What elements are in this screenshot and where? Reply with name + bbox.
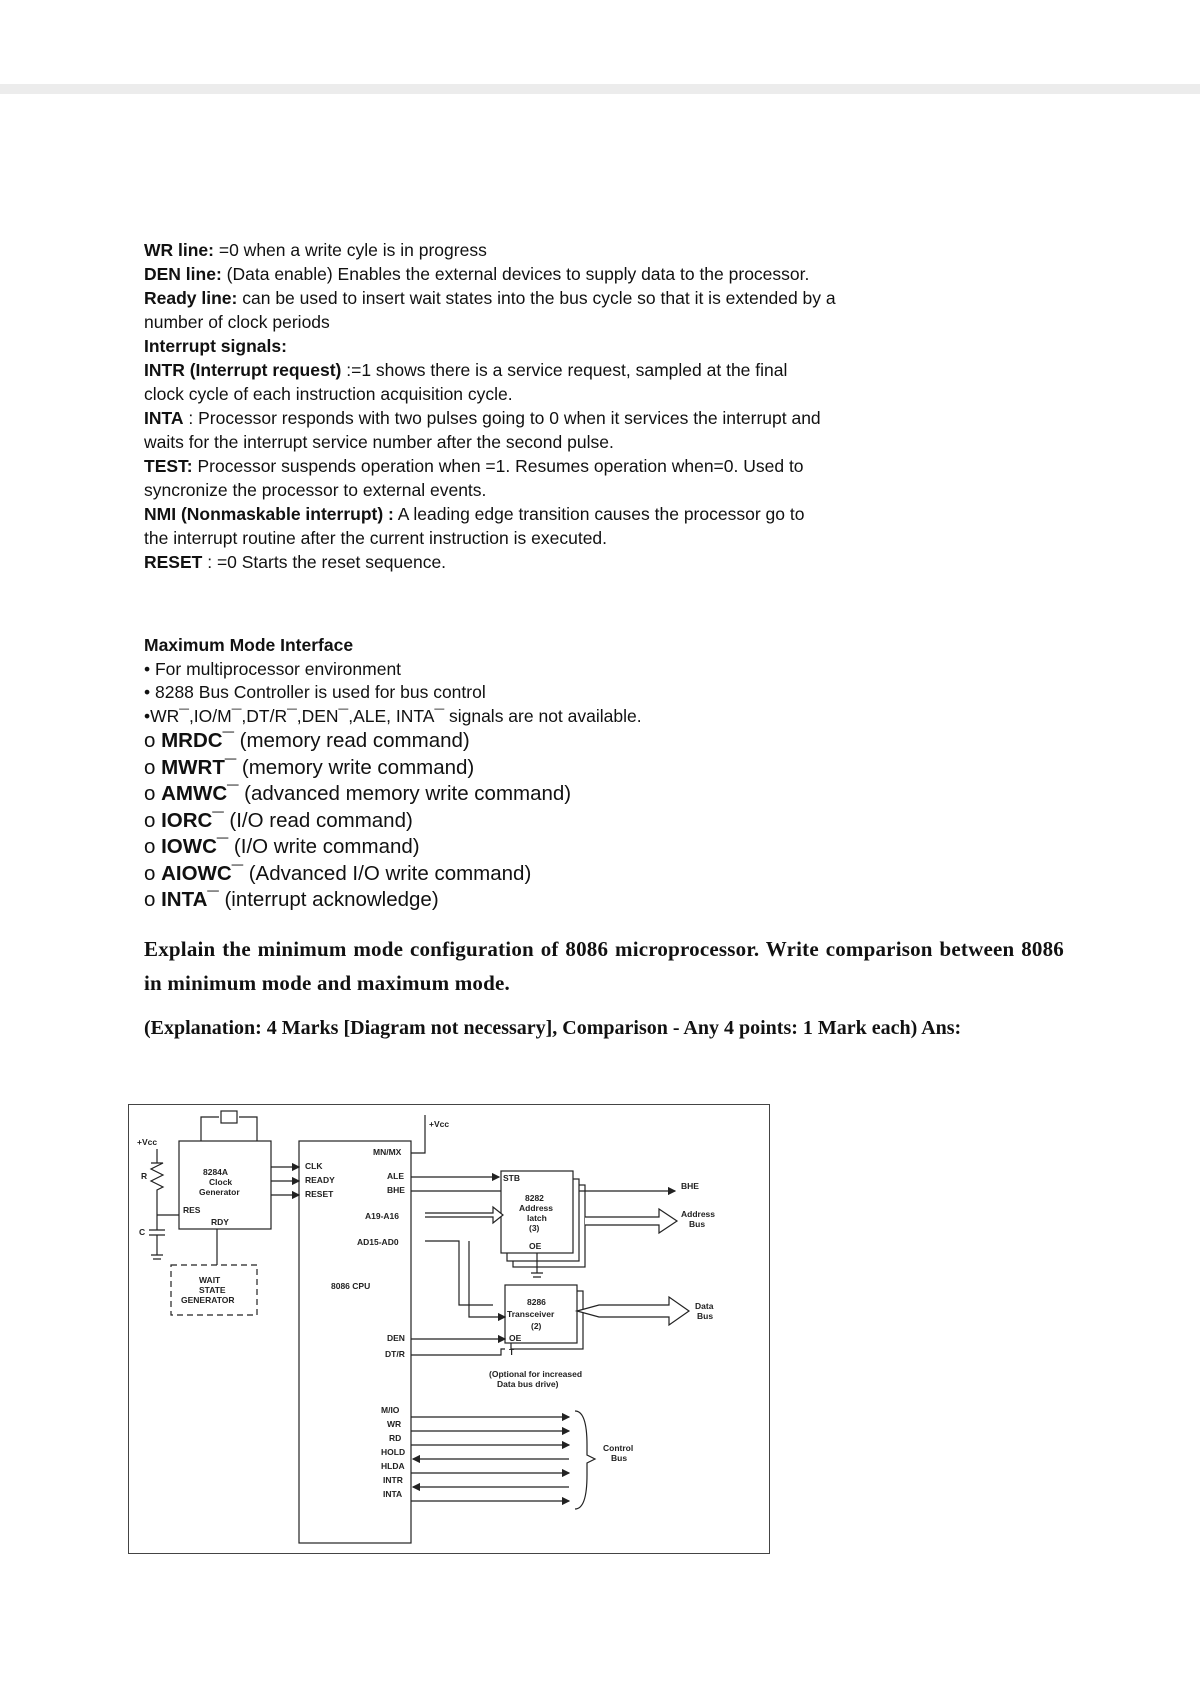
transceiver-label: Transceiver — [507, 1309, 555, 1319]
control-bus-label: Bus — [611, 1453, 628, 1463]
cpu-pin-label: ALE — [387, 1171, 404, 1181]
control-pin-label: HOLD — [381, 1447, 406, 1457]
transceiver-label: (2) — [531, 1321, 542, 1331]
text-line: syncronize the processor to external events. — [144, 480, 487, 500]
text-line: INTR (Interrupt request) :=1 shows there is a service request, sampled at the final — [144, 360, 788, 380]
marks-text: (Explanation: 4 Marks [Diagram not necessary], Comparison - Any 4 points: 1 Mark each) Ans: — [144, 1017, 962, 1039]
text-line: Ready line: can be used to insert wait states into the bus cycle so that it is extended by a — [144, 288, 836, 308]
bullet-item: • For multiprocessor environment — [144, 658, 402, 679]
command-item: o IORC¯ (I/O read command) — [144, 808, 413, 832]
optional-note: (Optional for increased — [489, 1369, 583, 1379]
transceiver-label: 8286 — [527, 1297, 546, 1307]
text-line: WR line: =0 when a write cyle is in progress — [144, 240, 487, 260]
wait-label: STATE — [199, 1285, 226, 1295]
text-line: clock cycle of each instruction acquisition cycle. — [144, 384, 513, 404]
latch-pin-label: OE — [529, 1241, 542, 1251]
command-item: o AMWC¯ (advanced memory write command) — [144, 782, 572, 805]
control-bus-label: Control — [603, 1443, 634, 1453]
question-text: Explain the minimum mode configuration of 8086 microprocessor. Write comparison between 8086 in minimum mode and maximum mode. — [144, 937, 1064, 995]
text-line: waits for the interrupt service number after the second pulse. — [144, 432, 614, 452]
data-bus-label: Data — [695, 1301, 714, 1311]
latch-label: 8282 — [525, 1193, 544, 1203]
signal-descriptions — [144, 238, 1044, 574]
command-item: o MRDC¯ (memory read command) — [144, 729, 470, 752]
resistor-label: R — [141, 1171, 148, 1181]
cpu-pin-label: RESET — [305, 1189, 334, 1199]
cpu-pin-label: READY — [305, 1175, 335, 1185]
text-line: DEN line: (Data enable) Enables the external devices to supply data to the processor. — [144, 264, 810, 284]
text-line: INTA : Processor responds with two pulses going to 0 when it services the interrupt and — [144, 408, 821, 428]
control-pin-label: INTR — [383, 1475, 403, 1485]
cpu-pin-label: MN/MX — [373, 1147, 402, 1157]
latch-pin-label: STB — [503, 1173, 520, 1183]
minimum-mode-diagram — [128, 1104, 770, 1554]
bullet-item: •WR¯,IO/M¯,DT/R¯,DEN¯,ALE, INTA¯ signals are not available. — [144, 705, 642, 726]
text-line: the interrupt routine after the current instruction is executed. — [144, 528, 608, 548]
top-divider — [0, 84, 1200, 94]
capacitor-label: C — [139, 1227, 146, 1237]
diagram-svg — [129, 1105, 769, 1553]
control-pin-label: INTA — [383, 1489, 403, 1499]
latch-label: (3) — [529, 1223, 540, 1233]
bhe-output-label: BHE — [681, 1181, 699, 1191]
transceiver-pin-label: OE — [509, 1333, 522, 1343]
data-bus-label: Bus — [697, 1311, 714, 1321]
address-bus-label: Bus — [689, 1219, 706, 1229]
rdy-label: RDY — [211, 1217, 229, 1227]
cpu-pin-label: CLK — [305, 1161, 323, 1171]
control-pin-label: HLDA — [381, 1461, 405, 1471]
vcc-left-label: +Vcc — [137, 1137, 158, 1147]
section-title: Maximum Mode Interface — [144, 635, 354, 655]
res-label: RES — [183, 1205, 201, 1215]
wait-label: WAIT — [199, 1275, 221, 1285]
clock-gen-label: Clock — [209, 1177, 233, 1187]
control-pin-label: M/IO — [381, 1405, 400, 1415]
control-pin-label: WR — [387, 1419, 402, 1429]
clock-gen-label: Generator — [199, 1187, 240, 1197]
maximum-mode-section — [144, 634, 1044, 914]
cpu-name-label: 8086 CPU — [331, 1281, 371, 1291]
command-item: o MWRT¯ (memory write command) — [144, 755, 475, 779]
cpu-pin-label: DT/R — [385, 1349, 405, 1359]
command-item: o AIOWC¯ (Advanced I/O write command) — [144, 861, 532, 885]
text-line: RESET : =0 Starts the reset sequence. — [144, 552, 447, 572]
address-bus-label: Address — [681, 1209, 716, 1219]
text-line: Interrupt signals: — [144, 336, 287, 356]
transceiver-pin-label: T — [509, 1347, 515, 1357]
latch-label: latch — [527, 1213, 547, 1223]
text-line: NMI (Nonmaskable interrupt) : A leading edge transition causes the processor go to — [144, 504, 805, 524]
latch-label: Address — [519, 1203, 554, 1213]
vcc-label: +Vcc — [429, 1119, 450, 1129]
text-line: TEST: Processor suspends operation when =1. Resumes operation when=0. Used to — [144, 456, 804, 476]
control-pin-label: RD — [389, 1433, 402, 1443]
cpu-pin-label: A19-A16 — [365, 1211, 400, 1221]
command-item: o INTA¯ (interrupt acknowledge) — [144, 888, 439, 911]
command-item: o IOWC¯ (I/O write command) — [144, 835, 420, 858]
clock-gen-label: 8284A — [203, 1167, 229, 1177]
bullet-item: • 8288 Bus Controller is used for bus control — [144, 682, 486, 702]
optional-note: Data bus drive) — [497, 1379, 559, 1389]
text-line: number of clock periods — [144, 312, 330, 332]
cpu-pin-label: AD15-AD0 — [357, 1237, 399, 1247]
wait-label: GENERATOR — [181, 1295, 235, 1305]
cpu-pin-label: BHE — [387, 1185, 405, 1195]
cpu-pin-label: DEN — [387, 1333, 405, 1343]
